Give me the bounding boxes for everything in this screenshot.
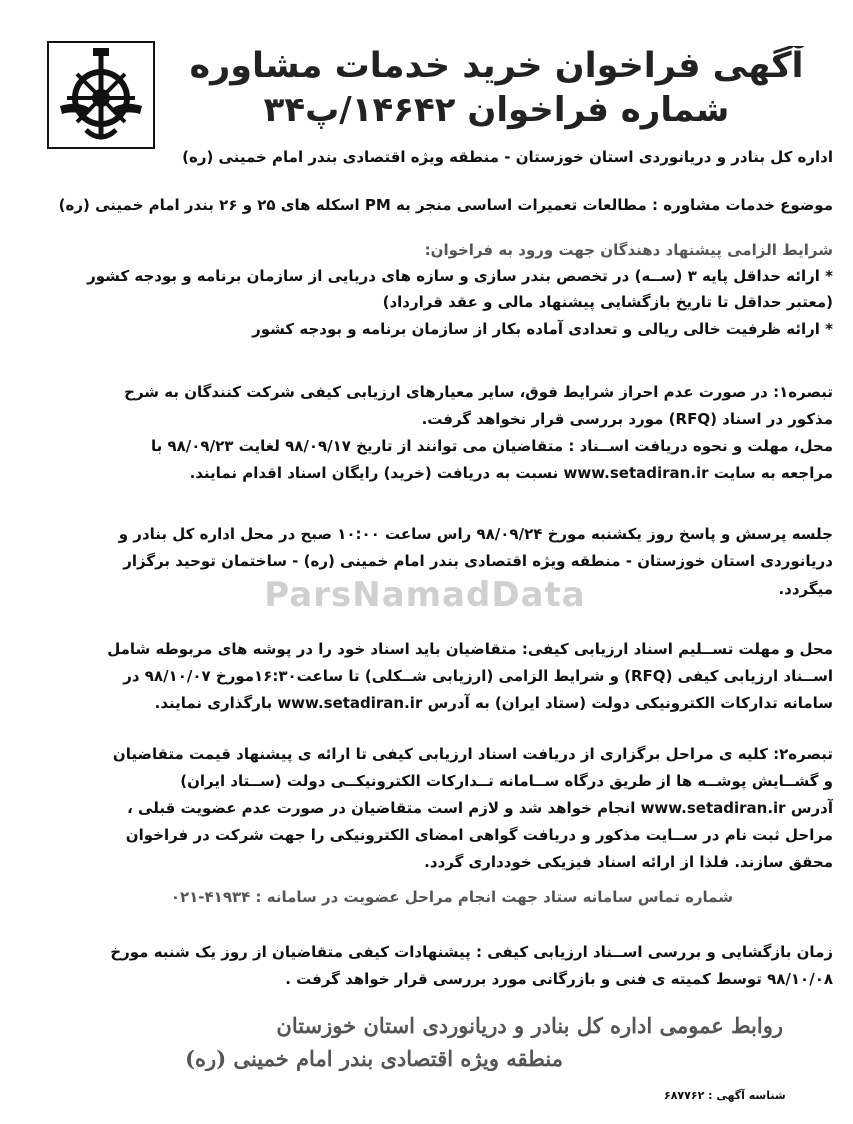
note1-line: مذکور در اسناد (RFQ) مورد بررسی قرار نخواهد گرفت.	[421, 410, 833, 428]
public-relations-signature: روابط عمومی اداره کل بنادر و دریانوردی استان خوزستان	[276, 1013, 783, 1038]
meeting-line: دریانوردی استان خوزستان - منطقه ویژه اقتصادی بندر امام خمینی (ره) - ساختمان توحید برگزار	[123, 552, 833, 570]
note1-line: محل، مهلت و نحوه دریافت اســناد : متقاضیان می توانند از تاریخ ۹۸/۰۹/۱۷ لغایت ۹۸/۰۹/۲۳ با	[150, 437, 833, 455]
opening-line: ۹۸/۱۰/۰۸ توسط کمیته ی فنی و بازرگانی مورد بررسی قرار خواهد گرفت .	[285, 970, 833, 988]
ad-title: آگهی فراخوان خرید خدمات مشاوره	[189, 46, 804, 86]
note2-line: مراحل ثبت نام در ســایت مذکور و دریافت گواهی امضای الکترونیکی را جهت شرکت در فراخوان	[125, 826, 833, 844]
requirement-item: * ارائه ظرفیت خالی ریالی و تعدادی آماده بکار از سازمان برنامه و بودجه کشور	[252, 320, 833, 338]
meeting-line: میگردد.	[778, 580, 833, 598]
note1-line: مراجعه به سایت www.setadiran.ir نسبت به دریافت (خرید) رایگان اسناد اقدام نمایند.	[189, 464, 833, 482]
note2-line: تبصره۲: کلیه ی مراحل برگزاری از دریافت اسناد ارزیابی کیفی تا ارائه ی پیشنهاد قیمت متقاضیان	[112, 745, 833, 763]
watermark-text: ParsNamadData	[264, 575, 586, 615]
organization-line: اداره کل بنادر و دریانوردی استان خوزستان - منطقه ویژه اقتصادی بندر امام خمینی (ره)	[182, 148, 833, 166]
submission-line: سامانه تدارکات الکترونیکی دولت (ستاد ایران) به آدرس www.setadiran.ir بارگذاری نمایند.	[154, 694, 833, 712]
note2-line: و گشــایش پوشــه ها از طریق درگاه ســامانه تــدارکات الکترونیکــی دولت (ســتاد ایران)	[180, 772, 833, 790]
public-relations-zone: منطقه ویژه اقتصادی بندر امام خمینی (ره)	[185, 1046, 563, 1071]
note2-line: آدرس www.setadiran.ir انجام خواهد شد و لازم است متقاضیان در صورت عدم عضویت قبلی ،	[127, 799, 833, 817]
opening-line: زمان بازگشایی و بررسی اســناد ارزیابی کیفی : پیشنهادات کیفی متقاضیان از روز یک شنبه مورخ	[110, 943, 833, 961]
setad-contact-number: شماره تماس سامانه ستاد جهت انجام مراحل عضویت در سامانه : ۴۱۹۳۴-۰۲۱	[170, 888, 733, 906]
submission-line: اســناد ارزیابی کیفی (RFQ) و شرایط الزامی (ارزیابی شــکلی) تا ساعت۱۶:۳۰مورخ ۹۸/۱۰/۰۷ در	[123, 667, 833, 685]
requirement-item: (معتبر حداقل تا تاریخ بازگشایی پیشنهاد مالی و عقد قرارداد)	[382, 293, 833, 311]
tender-number: شماره فراخوان ۱۴۶۴۲/پ۳۴	[263, 90, 730, 130]
note2-line: محقق سازند. فلذا از ارائه اسناد فیزیکی خودداری گردد.	[424, 853, 833, 871]
requirement-item: * ارائه حداقل پایه ۳ (ســه) در تخصص بندر سازی و سازه های دریایی از سازمان برنامه و بودجه کشور	[87, 267, 833, 285]
meeting-line: جلسه پرسش و پاسخ روز یکشنبه مورخ ۹۸/۰۹/۲۴ راس ساعت ۱۰:۰۰ صبح در محل اداره کل بنادر و	[118, 525, 833, 543]
ad-identifier: شناسه آگهی : ۶۸۷۷۶۲	[664, 1089, 786, 1102]
note1-line: تبصره۱: در صورت عدم احراز شرایط فوق، سایر معیارهای ارزیابی کیفی شرکت کنندگان به شرح	[124, 383, 833, 401]
anchor-wheel-emblem-icon	[46, 40, 156, 150]
subject-line: موضوع خدمات مشاوره : مطالعات تعمیرات اساسی منجر به PM اسکله های ۲۵ و ۲۶ بندر امام خمینی (ره)	[58, 196, 833, 214]
requirements-heading: شرایط الزامی پیشنهاد دهندگان جهت ورود به فراخوان:	[424, 241, 833, 259]
submission-line: محل و مهلت تســلیم اسناد ارزیابی کیفی: متقاضیان باید اسناد خود را در پوشه های مربوطه شامل	[107, 640, 833, 658]
